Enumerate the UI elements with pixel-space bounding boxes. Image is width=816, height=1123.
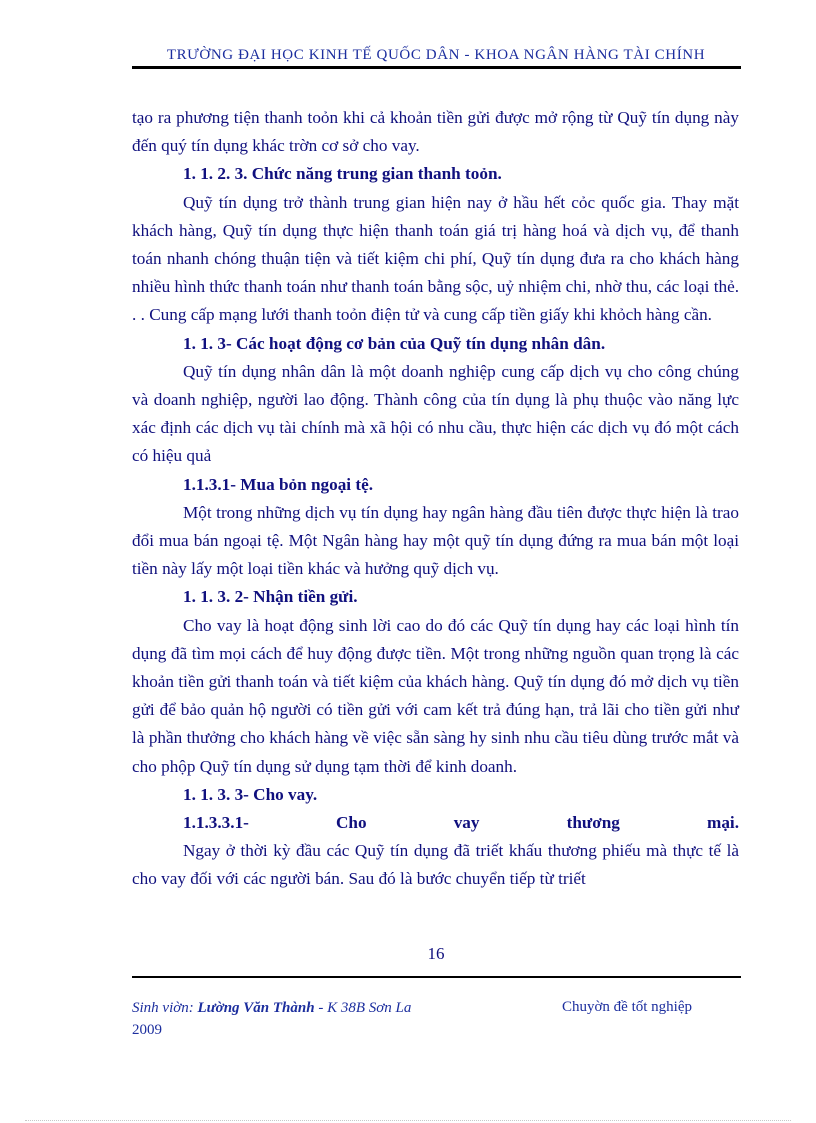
footer-label: Sinh viờn: — [132, 1000, 194, 1016]
paragraph-continuation: tạo ra phương tiện thanh toỏn khi cả khoản tiền gửi được mở rộng từ Quỹ tín dụng này đến quý tín dụng khác trờn cơ sở cho vay. — [132, 108, 739, 156]
footer-rule — [132, 976, 741, 978]
footer-student-info — [132, 997, 411, 1041]
heading-basic-activities: 1. 1. 3- Các hoạt động cơ bản của Quỹ tín dụng nhân dân. — [183, 333, 606, 353]
paragraph-payment-intermediary: Quỹ tín dụng trở thành trung gian hiện nay ở hầu hết cỏc quốc gia. Thay mặt khách hàng, Quỹ tín dụng thực hiện thanh toán giá trị hàng hoá và dịch vụ, để thanh toán nhanh chóng thuận tiện và tiết kiệm chi phí, Quỹ tín dụng đưa ra cho khách hàng nhiều hình thức thanh toán như thanh toán bằng sộc, uỷ nhiệm chi, nhờ thu, các loại thẻ. . . Cung cấp mạng lưới thanh toỏn điện tử và cung cấp tiền giấy khi khỏch hàng cần. — [132, 192, 739, 325]
paragraph-foreign-exchange: Một trong những dịch vụ tín dụng hay ngân hàng đầu tiên được thực hiện là trao đổi mua bán ngoại tệ. Một Ngân hàng hay một quỹ tín dụng đứng ra mua bán một loại tiền này lấy một loại tiền khác và hưởng quỹ dịch vụ. — [132, 502, 739, 579]
heading-deposits: 1. 1. 3. 2- Nhận tiền gửi. — [183, 587, 358, 607]
page-bottom-border — [25, 1120, 791, 1121]
footer-year: 2009 — [132, 1022, 162, 1038]
header-title: TRƯỜNG ĐẠI HỌC KINH TẾ QUỐC DÂN - KHOA NGÂN HÀNG TÀI CHÍNH — [166, 47, 706, 63]
footer-student-name: Lường Văn Thành — [197, 1000, 315, 1016]
heading-foreign-exchange: 1.1.3.1- Mua bỏn ngoại tệ. — [183, 474, 374, 494]
footer-class-info: - K 38B Sơn La — [314, 1000, 412, 1016]
heading-payment-intermediary: 1. 1. 2. 3. Chức năng trung gian thanh toỏn. — [183, 164, 502, 184]
paragraph-basic-activities: Quỹ tín dụng nhân dân là một doanh nghiệp cung cấp dịch vụ cho công chúng và doanh nghiệp, người lao động. Thành công của tín dụng là phụ thuộc vào năng lực xác định các dịch vụ tài chính mà xã hội có nhu cầu, thực hiện các dịch vụ đó một cách có hiệu quả — [132, 361, 739, 466]
document-body — [132, 104, 739, 894]
header-rule — [132, 66, 741, 69]
heading-lending: 1. 1. 3. 3- Cho vay. — [183, 784, 318, 804]
paragraph-deposits: Cho vay là hoạt động sinh lời cao do đó các Quỹ tín dụng hay các loại hình tín dụng đã tìm mọi cách để huy động được tiền. Một trong những nguồn quan trọng là các khoản tiền gửi thanh toán và tiết kiệm của khách hàng. Quỹ tín dụng đó mở dịch vụ tiền gửi để bảo quản hộ người có tiền gửi với cam kết trả đúng hạn, trả lãi cho tiền gửi như là phần thưởng cho khách hàng về việc sẵn sàng hy sinh nhu cầu tiêu dùng trước mắt và cho phộp Quỹ tín dụng sử dụng tạm thời để kinh doanh. — [132, 615, 739, 776]
page-number: 16 — [427, 944, 445, 963]
paragraph-commercial-lending: Ngay ở thời kỳ đầu các Quỹ tín dụng đã triết khấu thương phiếu mà thực tế là cho vay đối với các người bán. Sau đó là bước chuyển tiếp từ triết — [132, 841, 739, 889]
heading-commercial-lending: 1.1.3.3.1- Cho vay thương mại. — [183, 813, 739, 833]
footer-thesis-label: Chuyờn đề tốt nghiệp — [562, 999, 693, 1015]
